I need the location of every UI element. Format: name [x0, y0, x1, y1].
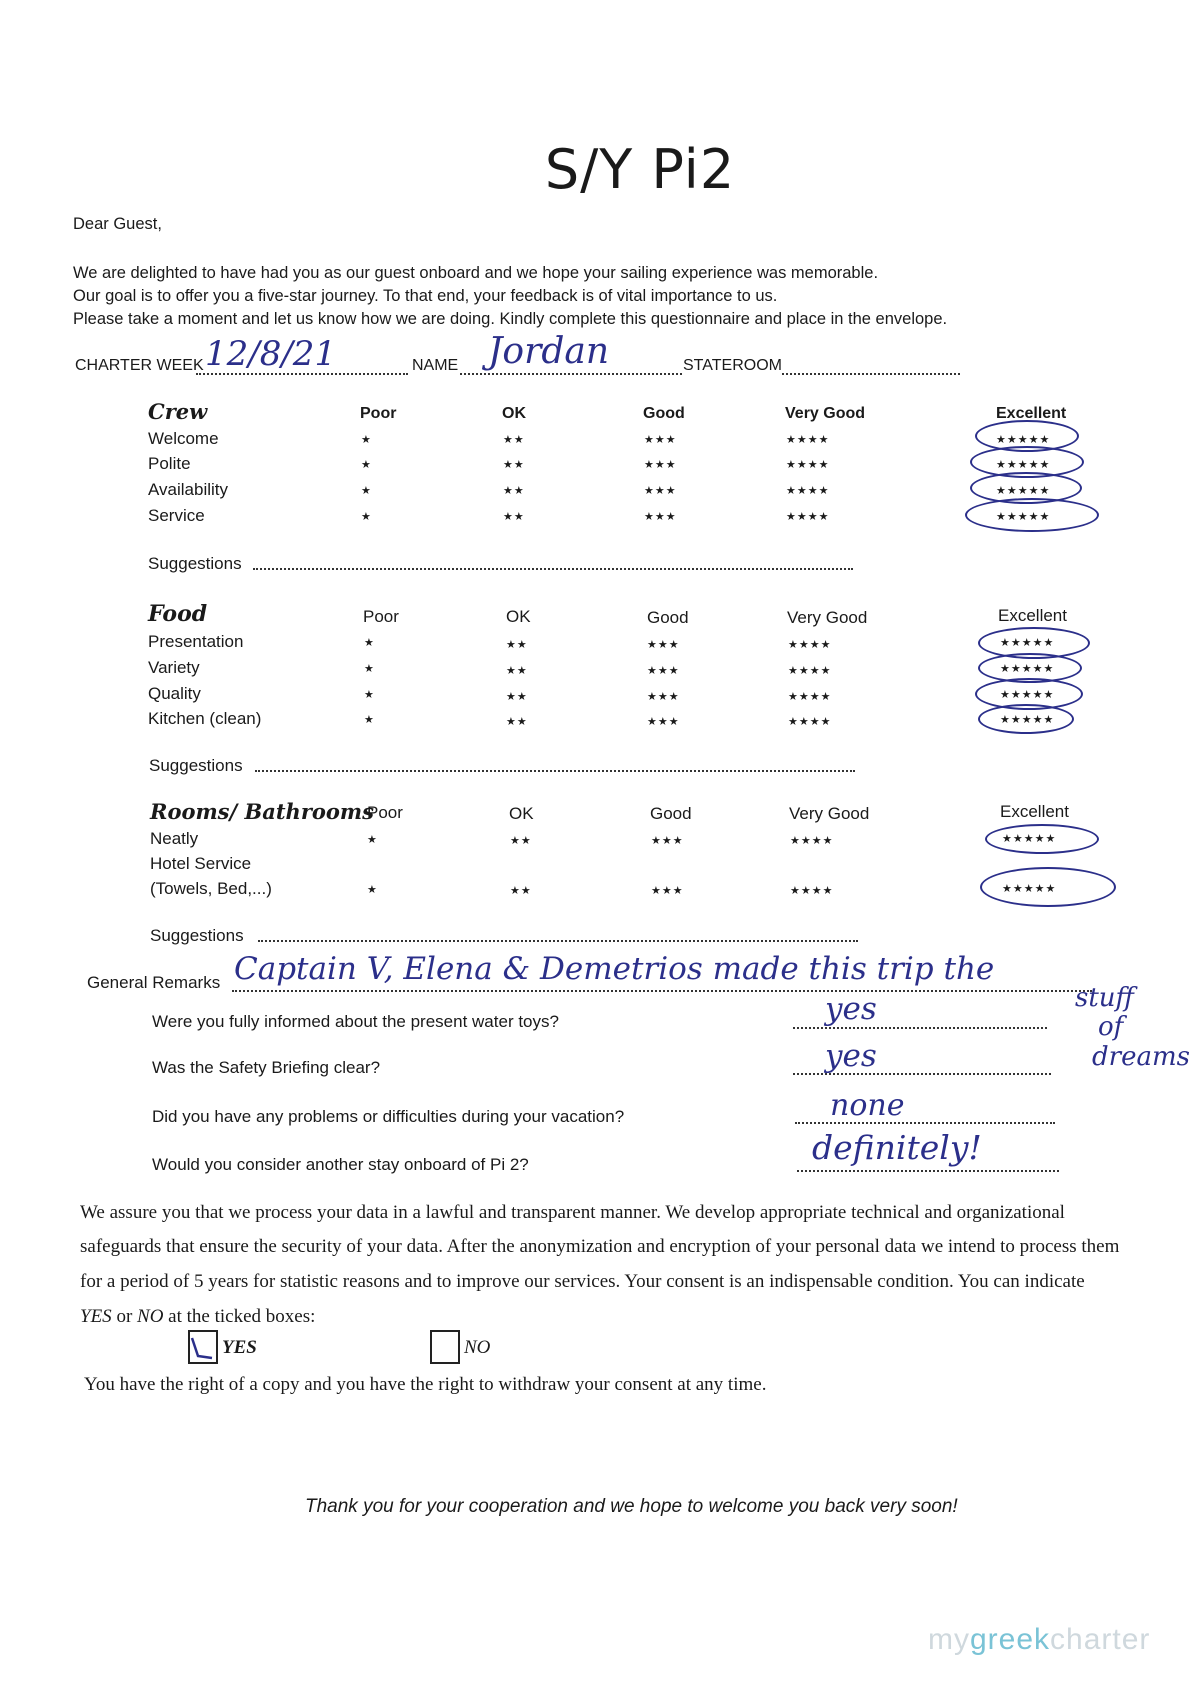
question-safety-briefing: Was the Safety Briefing clear? [152, 1058, 381, 1077]
intro-line-2: Our goal is to offer you a five-star journey. To that end, your feedback is of vital importance to us. [73, 287, 778, 305]
question-problems: Did you have any problems or difficulties during your vacation? [152, 1107, 625, 1126]
closing-message: Thank you for your cooperation and we hope to welcome you back very soon! [305, 1496, 958, 1517]
star-4[interactable]: ★★★★ [786, 511, 830, 523]
rooms-suggestions-label: Suggestions [150, 926, 244, 945]
name-line [460, 373, 682, 375]
section-title-food: Food [148, 601, 208, 627]
star-5[interactable]: ★★★★★ [996, 459, 1051, 471]
star-4[interactable]: ★★★★ [786, 434, 830, 446]
star-4[interactable]: ★★★★ [790, 885, 834, 897]
star-1[interactable]: ★ [364, 663, 375, 675]
star-4[interactable]: ★★★★ [786, 459, 830, 471]
general-remarks-line [232, 990, 1092, 992]
consent-no-label: NO [464, 1337, 491, 1358]
star-2[interactable]: ★★ [503, 485, 525, 497]
selection-circle [980, 867, 1116, 907]
star-5[interactable]: ★★★★★ [1000, 689, 1055, 701]
star-3[interactable]: ★★★ [647, 665, 680, 677]
intro-line-3: Please take a moment and let us know how we are doing. Kindly complete this questionnaire and place in the envelope. [73, 310, 948, 328]
watermark-logo: mygreekcharter [928, 1623, 1151, 1656]
col-good: Good [647, 608, 689, 627]
star-4[interactable]: ★★★★ [788, 639, 832, 651]
col-poor: Poor [363, 607, 399, 626]
section-title-rooms: Rooms/ Bathrooms [150, 799, 374, 824]
selection-circle [965, 498, 1099, 532]
remarks-note-2: of [1098, 1012, 1124, 1042]
general-remarks-value[interactable]: Captain V, Elena & Demetrios made this trip the [234, 951, 995, 987]
remarks-note-3: dreams [1092, 1042, 1190, 1072]
crew-suggestions-line[interactable] [253, 568, 853, 570]
star-2[interactable]: ★★ [506, 639, 528, 651]
charter-week-label: CHARTER WEEK [75, 357, 204, 374]
star-5[interactable]: ★★★★★ [996, 485, 1051, 497]
food-item-variety: Variety [148, 658, 200, 677]
food-item-quality: Quality [148, 684, 201, 703]
selection-circle [978, 704, 1074, 734]
consent-yes-label: YES [222, 1337, 257, 1358]
star-3[interactable]: ★★★ [647, 691, 680, 703]
greeting: Dear Guest, [73, 215, 162, 233]
col-very-good: Very Good [789, 804, 870, 823]
answer-stay-again[interactable]: definitely! [812, 1128, 982, 1167]
col-excellent: Excellent [996, 405, 1067, 422]
answer-line [793, 1027, 1047, 1029]
star-2[interactable]: ★★ [506, 716, 528, 728]
star-3[interactable]: ★★★ [644, 459, 677, 471]
consent-yes-checkbox[interactable] [188, 1330, 218, 1364]
consent-line-3: for a period of 5 years for statistic reasons and to improve our services. Your consent is an indispensable condition. You can indicate [80, 1271, 1085, 1292]
page-title: S/Y Pi2 [544, 138, 736, 201]
star-5[interactable]: ★★★★★ [1000, 637, 1055, 649]
star-2[interactable]: ★★ [506, 665, 528, 677]
col-ok: OK [506, 607, 531, 626]
check-mark-icon [188, 1328, 218, 1362]
star-2[interactable]: ★★ [510, 835, 532, 847]
star-5[interactable]: ★★★★★ [996, 434, 1051, 446]
col-ok: OK [502, 405, 526, 422]
consent-rights: You have the right of a copy and you have the right to withdraw your consent at any time. [84, 1374, 767, 1395]
intro-line-1: We are delighted to have had you as our guest onboard and we hope your sailing experience was memorable. [73, 264, 879, 282]
general-remarks-label: General Remarks [87, 973, 221, 992]
answer-safety-briefing[interactable]: yes [825, 1038, 877, 1074]
crew-item-welcome: Welcome [148, 429, 219, 448]
food-item-presentation: Presentation [148, 632, 244, 651]
stateroom-line [782, 373, 960, 375]
star-3[interactable]: ★★★ [651, 835, 684, 847]
rooms-item-neatly: Neatly [150, 829, 199, 848]
col-very-good: Very Good [785, 405, 866, 422]
star-2[interactable]: ★★ [503, 434, 525, 446]
food-suggestions-line[interactable] [255, 770, 855, 772]
answer-problems[interactable]: none [830, 1088, 905, 1123]
rooms-item-hotel-service: Hotel Service [150, 854, 252, 873]
star-5[interactable]: ★★★★★ [1000, 663, 1055, 675]
star-5[interactable]: ★★★★★ [996, 511, 1051, 523]
rooms-item-towels-bed: (Towels, Bed,...) [150, 879, 272, 898]
remarks-note-1: stuff [1075, 983, 1134, 1013]
star-4[interactable]: ★★★★ [788, 716, 832, 728]
charter-week-value[interactable]: 12/8/21 [205, 334, 337, 374]
stateroom-label: STATEROOM [683, 357, 782, 374]
star-1[interactable]: ★ [361, 511, 372, 523]
question-stay-again: Would you consider another stay onboard of Pi 2? [152, 1155, 529, 1174]
star-3[interactable]: ★★★ [647, 716, 680, 728]
col-excellent: Excellent [1000, 802, 1069, 821]
star-1[interactable]: ★ [364, 637, 375, 649]
star-3[interactable]: ★★★ [647, 639, 680, 651]
name-value[interactable]: Jordan [488, 331, 610, 372]
consent-line-1: We assure you that we process your data in a lawful and transparent manner. We develop appropriate technical and organizational [80, 1202, 1065, 1223]
col-poor: Poor [360, 405, 397, 422]
star-5[interactable]: ★★★★★ [1000, 714, 1055, 726]
star-1[interactable]: ★ [367, 834, 378, 846]
star-4[interactable]: ★★★★ [790, 835, 834, 847]
selection-circle [985, 824, 1099, 854]
star-1[interactable]: ★ [367, 884, 378, 896]
answer-line [797, 1170, 1059, 1172]
star-2[interactable]: ★★ [503, 459, 525, 471]
crew-item-service: Service [148, 506, 205, 525]
crew-suggestions-label: Suggestions [148, 554, 242, 573]
star-3[interactable]: ★★★ [644, 511, 677, 523]
col-ok: OK [509, 804, 534, 823]
food-suggestions-label: Suggestions [149, 756, 243, 775]
rooms-suggestions-line[interactable] [258, 940, 858, 942]
star-5[interactable]: ★★★★★ [1002, 833, 1057, 845]
col-poor: Poor [367, 803, 403, 822]
name-label: NAME [412, 357, 459, 374]
answer-water-toys[interactable]: yes [825, 991, 877, 1027]
star-2[interactable]: ★★ [510, 885, 532, 897]
crew-item-polite: Polite [148, 454, 191, 473]
star-3[interactable]: ★★★ [644, 485, 677, 497]
star-4[interactable]: ★★★★ [786, 485, 830, 497]
star-1[interactable]: ★ [361, 459, 372, 471]
col-good: Good [650, 804, 692, 823]
consent-no-checkbox[interactable] [430, 1330, 460, 1364]
consent-line-2: safeguards that ensure the security of your data. After the anonymization and encryption of your personal data we intend to process them [80, 1236, 1120, 1257]
star-1[interactable]: ★ [361, 485, 372, 497]
consent-line-4: YES or NO at the ticked boxes: [80, 1306, 316, 1327]
star-3[interactable]: ★★★ [651, 885, 684, 897]
star-2[interactable]: ★★ [503, 511, 525, 523]
star-1[interactable]: ★ [364, 689, 375, 701]
section-title-crew: Crew [148, 399, 208, 424]
col-good: Good [643, 405, 685, 422]
star-3[interactable]: ★★★ [644, 434, 677, 446]
question-water-toys: Were you fully informed about the present water toys? [152, 1012, 559, 1031]
star-5[interactable]: ★★★★★ [1002, 883, 1057, 895]
star-4[interactable]: ★★★★ [788, 691, 832, 703]
crew-item-availability: Availability [148, 480, 229, 499]
col-excellent: Excellent [998, 606, 1067, 625]
star-1[interactable]: ★ [361, 434, 372, 446]
food-item-kitchen: Kitchen (clean) [148, 709, 262, 728]
star-4[interactable]: ★★★★ [788, 665, 832, 677]
star-1[interactable]: ★ [364, 714, 375, 726]
col-very-good: Very Good [787, 608, 868, 627]
star-2[interactable]: ★★ [506, 691, 528, 703]
